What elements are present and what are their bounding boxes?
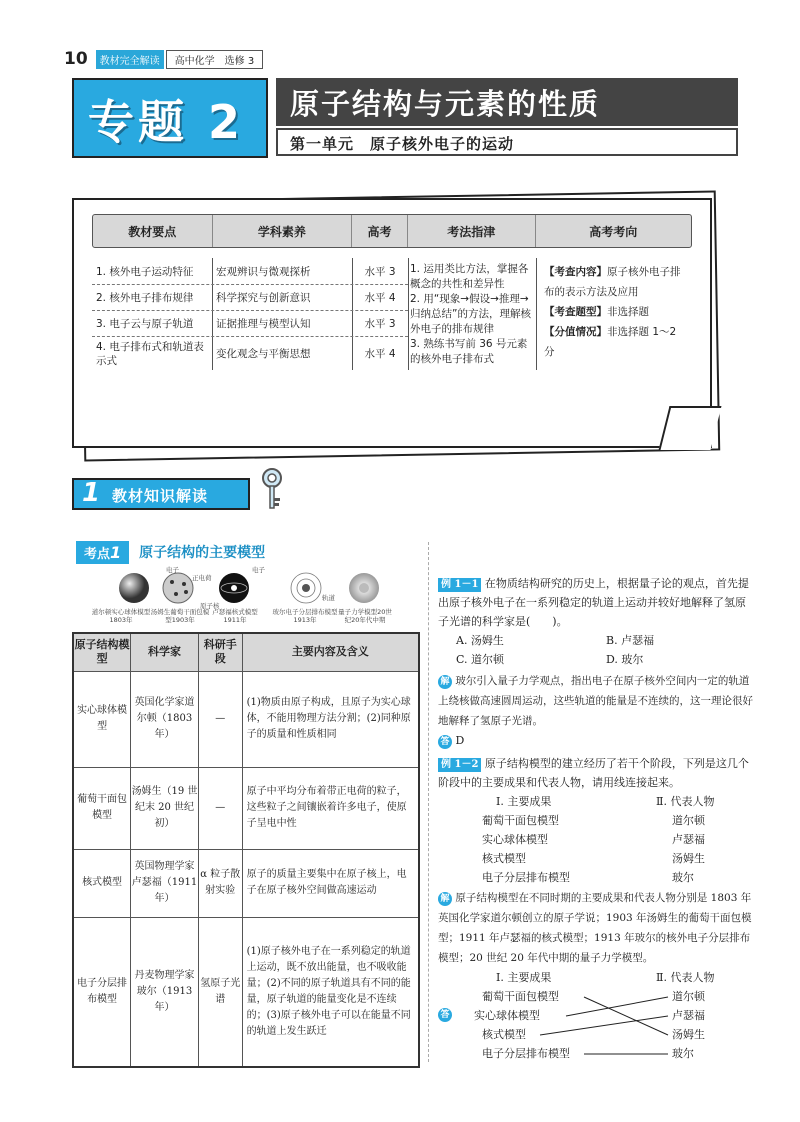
example-1 [438,574,754,750]
atom-models-figure: 电子 正电荷 原子核 电子 轨道 道尔顿实心球体模型1803年 汤姆生葡萄干面包模型1903年 卢瑟福核式模型1911年 玻尔电子分层排布模型1913年 量子力学模型20世纪20年代中期 [91,566,392,624]
thomson-model-icon [163,573,193,603]
explain-icon: 解 [438,675,452,689]
model-table [72,632,420,1068]
example-question: 在物质结构研究的历史上，根据量子论的观点，首先提出原子核外电子在一系列稳定的轨道上运动并较好地解释了氢原子光谱的科学家是( )。 [438,577,749,628]
page-number: 10 [64,49,88,69]
table-header-row: 原子结构模型 科学家 科研手段 主要内容及含义 [73,633,419,671]
subject-label: 高中化学 选修 3 [166,50,264,69]
card-folded-corner [659,406,722,450]
overview-header [92,214,692,248]
series-tag: 教材完全解读 [96,50,164,69]
key-icon [250,466,294,510]
page-header [64,50,263,68]
header-cell: 高考 [352,215,408,247]
overview-row: 1. 核外电子运动特征 宏观辨识与微观探析 水平 3 [96,265,396,278]
table-row: 电子分层排布模型 丹麦物理学家玻尔（1913 年） 氢原子光谱 (1)原子核外电子在一系列稳定的轨道上运动，既不放出能量，也不吸收能量；(2)不同的原子轨道具有不同的能量，原子轨道的能量变化是不连续的；(3)原子核外电子可以在能量不同的轨道上发生跃迁 [73,917,419,1067]
kaodian-heading [76,540,265,564]
bohr-model-icon [291,573,321,603]
examples-column [438,574,754,1064]
header-cell: 学科素养 [213,215,353,247]
matching-question: Ⅰ. 主要成果 Ⅱ. 代表人物 葡萄干面包模型 实心球体模型 核式模型 电子分层排布模型 道尔顿 卢瑟福 汤姆生 玻尔 [482,795,715,884]
exam-guide: 1. 运用类比方法，掌握各概念的共性和差异性 2. 用“现象→假设→推理→归纳总结”的方法，理解核外电子的排布规律 3. 熟练书写前 36 号元素的核外电子排布式 [410,263,531,365]
topic-banner [72,78,740,158]
table-row: 实心球体模型 英国化学家道尔顿（1803 年） — (1)物质由原子构成，且原子为实心球体，不能用物理方法分割；(2)同种原子的质量和性质相同 [73,671,419,767]
unit-title: 第一单元 原子核外电子的运动 [276,128,738,156]
explain-icon: 解 [438,892,452,906]
example-explanation: 解 玻尔引入量子力学观点，指出电子在原子核外空间内一定的轨道上绕核做高速圆周运动，这些轨道的能量是不连续的，这一理论很好地解释了氢原子光谱。 [438,675,753,727]
section-banner: 1 教材知识解读 [72,478,250,510]
overview-row: 4. 电子排布式和轨道表示式 变化观念与平衡思想 水平 4 [92,336,408,370]
overview-body [92,258,692,436]
answer-icon: 答 [438,1008,452,1022]
answer-icon: 答 [438,735,452,749]
overview-row: 2. 核外电子排布规律 科学探究与创新意识 水平 4 [92,284,408,310]
topic-badge: 专题 2 [72,78,268,158]
matching-answer: 答 Ⅰ. 主要成果 Ⅱ. 代表人物 葡萄干面包模型 实心球体模型 核式模型 电子分层排布模型 道尔顿 卢瑟福 汤姆生 玻尔 [438,968,754,1064]
topic-title: 原子结构与元素的性质 [276,78,738,126]
example-label: 例 1－2 [438,758,481,772]
example-options: A. 汤姆生 B. 卢瑟福 C. 道尔顿 D. 玻尔 [456,634,655,666]
dalton-model-icon [119,573,149,603]
header-cell: 教材要点 [93,215,213,247]
kaodian-label: 考点1 [76,541,129,564]
overview-row: 3. 电子云与原子轨道 证据推理与模型认知 水平 3 [92,310,408,336]
matching-lines [438,968,754,1064]
example-label: 例 1－1 [438,578,481,592]
kaodian-title: 原子结构的主要模型 [139,545,266,561]
column-divider [428,542,429,1062]
overview-card [72,198,712,448]
example-2 [438,754,754,1064]
example-question: 原子结构模型的建立经历了若干个阶段，下列是这几个阶段中的主要成果和代表人物，请用线连接起来。 [438,757,749,789]
exam-direction: 【考查内容】原子核外电子排布的表示方法及应用 【考查题型】非选择题 【分值情况】非选择题 1～2 分 [544,266,681,358]
table-row: 核式模型 英国物理学家卢瑟福（1911 年） α 粒子散射实验 原子的质量主要集中在原子核上，电子在原子核外空间做高速运动 [73,849,419,917]
example-answer: 答 D [438,731,754,750]
table-row: 葡萄干面包模型 汤姆生（19 世纪末 20 世纪初） — 原子中平均分布着带正电荷的粒子，这些粒子之间镶嵌着许多电子，使原子呈电中性 [73,767,419,849]
header-cell: 考法指津 [408,215,536,247]
example-explanation: 解 原子结构模型在不同时期的主要成果和代表人物分别是 1803 年英国化学家道尔顿创立的原子学说；1903 年汤姆生的葡萄干面包模型；1911 年卢瑟福的核式模型；1913 年玻尔的核外电子分层排布模型；20 世纪 20 年代中期的量子力学模型。 [438,892,752,964]
header-cell: 高考考向 [589,224,638,239]
